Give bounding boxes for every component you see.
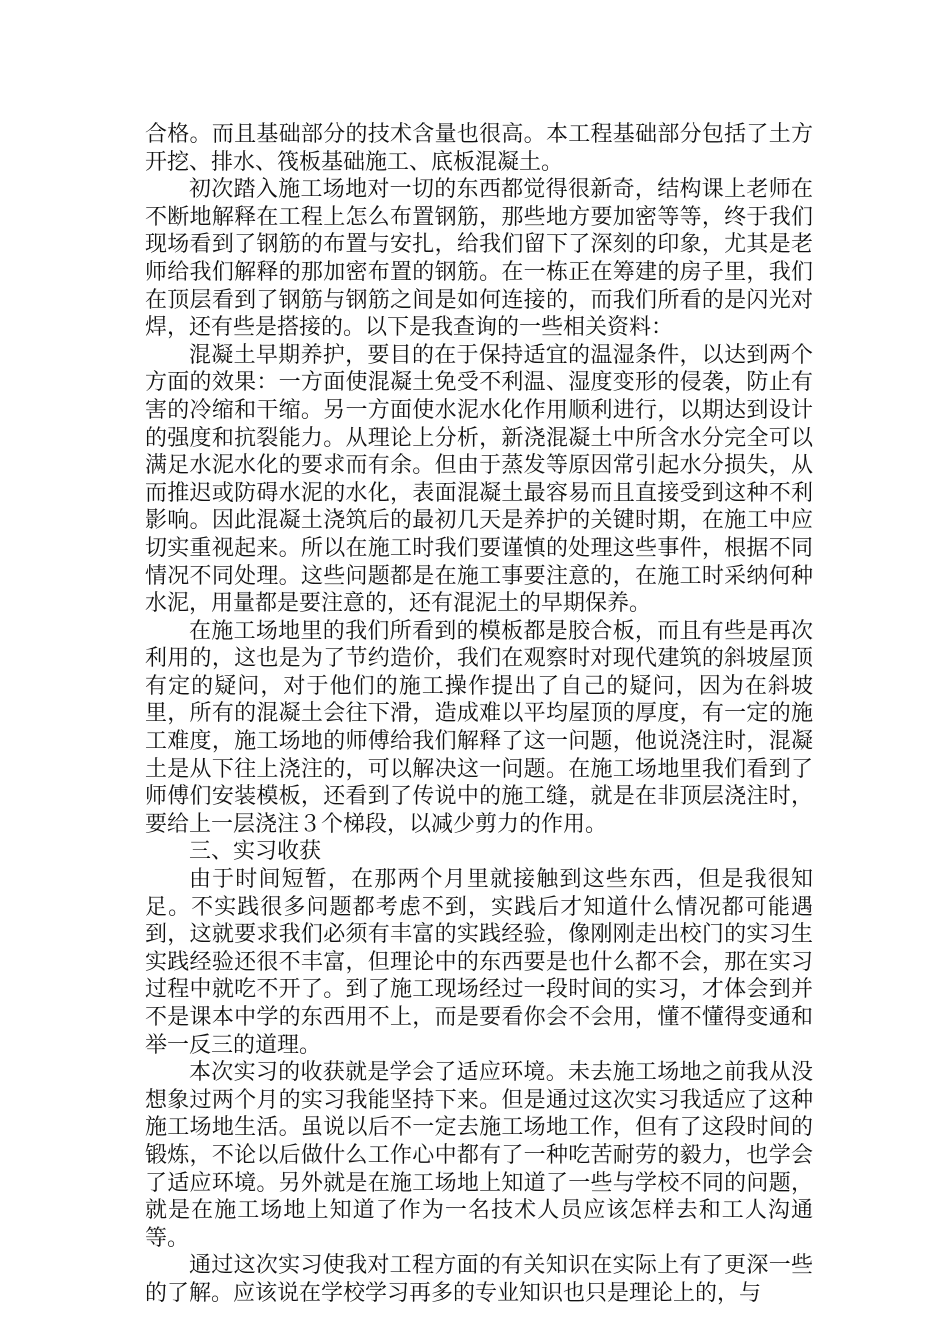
- section-heading-internship-gains: 三、实习收获: [189, 839, 322, 865]
- paragraph-2: 初次踏入施工场地对一切的东西都觉得很新奇，结构课上老师在不断地解释在工程上怎么布置钢筋，那些地方要加密等等，终于我们现场看到了钢筋的布置与安扎，给我们留下了深刻的印象，尤其是老师给我们解释的那加密布置的钢筋。在一栋正在筹建的房子里，我们在顶层看到了钢筋与钢筋之间是如何连接的，而我们所看的是闪光对焊，还有些是搭接的。以下是我查询的一些相关资料：: [145, 177, 813, 341]
- paragraph-4: 在施工场地里的我们所看到的模板都是胶合板，而且有些是再次利用的，这也是为了节约造价，我们在观察时对现代建筑的斜坡屋顶有定的疑问，对于他们的施工操作提出了自己的疑问，因为在斜坡里，所有的混凝土会往下滑，造成难以平均屋顶的厚度，有一定的施工难度，施工场地的师傅给我们解释了这一问题，他说浇注时，混凝土是从下往上浇注的，可以解决这一问题。在施工场地里我们看到了师傅们安装模板，还看到了传说中的施工缝，就是在非顶层浇注时，要给上一层浇注３个梯段，以减少剪力的作用。: [145, 618, 813, 837]
- paragraph-8: 通过这次实习使我对工程方面的有关知识在实际上有了更深一些的了解。应该说在学校学习再多的专业知识也只是理论上的，与: [145, 1253, 813, 1306]
- paragraph-1: 合格。而且基础部分的技术含量也很高。本工程基础部分包括了土方开挖、排水、筏板基础施工、底板混凝土。: [145, 122, 813, 175]
- paragraph-3: 混凝土早期养护，要目的在于保持适宜的温湿条件，以达到两个方面的效果：一方面使混凝土免受不利温、湿度变形的侵袭，防止有害的冷缩和干缩。另一方面使水泥水化作用顺利进行，以期达到设计的强度和抗裂能力。从理论上分析，新浇混凝土中所含水分完全可以满足水泥水化的要求而有余。但由于蒸发等原因常引起水分损失，从而推迟或防碍水泥的水化，表面混凝土最容易而且直接受到这种不利影响。因此混凝土浇筑后的最初几天是养护的关键时期，在施工中应切实重视起来。所以在施工时我们要谨慎的处理这些事件，根据不同情况不同处理。这些问题都是在施工事要注意的，在施工时采纳何种水泥，用量都是要注意的，还有混泥土的早期保养。: [145, 342, 813, 617]
- paragraph-6: 由于时间短暂，在那两个月里就接触到这些东西，但是我很知足。不实践很多问题都考虑不到，实践后才知道什么情况都可能遇到，这就要求我们必须有丰富的实践经验，像刚刚走出校门的实习生实践经验还很不丰富，但理论中的东西要是也什么都不会，那在实习过程中就吃不开了。到了施工现场经过一段时间的实习，才体会到并不是课本中学的东西用不上，而是要看你会不会用，懂不懂得变通和举一反三的道理。: [145, 867, 813, 1058]
- paragraph-7: 本次实习的收获就是学会了适应环境。未去施工场地之前我从没想象过两个月的实习我能坚持下来。但是通过这次实习我适应了这种施工场地生活。虽说以后不一定去施工场地工作，但有了这段时间的锻炼，不论以后做什么工作心中都有了一种吃苦耐劳的毅力，也学会了适应环境。另外就是在施工场地上知道了一些与学校不同的问题，就是在施工场地上知道了作为一名技术人员应该怎样去和工人沟通等。: [145, 1060, 813, 1251]
- document-page: [145, 121, 813, 1308]
